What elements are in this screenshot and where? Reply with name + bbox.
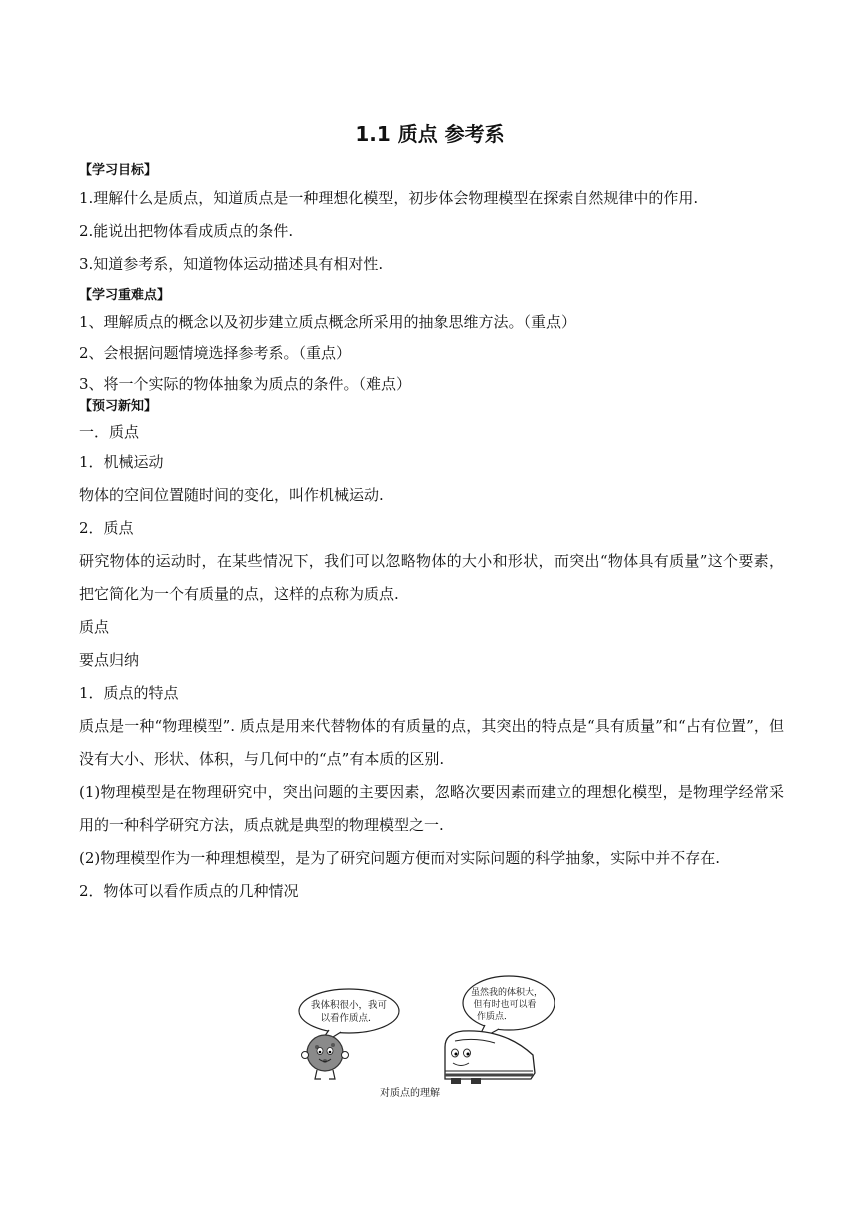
preview-line-11: (2)物理模型作为一种理想模型，是为了研究问题方便而对实际问题的科学抽象，实际中并不存在. — [79, 849, 721, 867]
bubble-left-line-2: 以看作质点． — [320, 1013, 378, 1024]
particle-illustration — [295, 975, 555, 1100]
bubble-left-line-1: 我体积很小，我可 — [310, 1000, 388, 1011]
preview-line-3: 物体的空间位置随时间的变化，叫作机械运动. — [79, 486, 384, 504]
preview-line-12: 2．物体可以看作质点的几种情况 — [79, 882, 299, 900]
learning-goals-heading: 【学习目标】 — [79, 163, 158, 178]
key-item-1: 1、理解质点的概念以及初步建立质点概念所采用的抽象思维方法。（重点） — [79, 313, 577, 331]
preview-line-5: 研究物体的运动时，在某些情况下，我们可以忽略物体的大小和形状，而突出“物体具有质量”这个要素，把它简化为一个有质量的点，这样的点称为质点. — [79, 552, 784, 603]
preview-heading: 【预习新知】 — [79, 399, 158, 414]
preview-line-4: 2．质点 — [79, 519, 134, 537]
key-item-2: 2、会根据问题情境选择参考系。（重点） — [79, 344, 352, 362]
document-body — [79, 160, 784, 908]
ball-character-icon — [302, 1035, 349, 1079]
preview-line-1: 一．质点 — [79, 423, 140, 441]
preview-line-6: 质点 — [79, 618, 110, 636]
page-title: 1.1 质点 参考系 — [355, 122, 505, 146]
bubble-right-line-3: 作质点． — [476, 1012, 514, 1022]
goal-item-2: 2.能说出把物体看成质点的条件. — [79, 222, 294, 240]
preview-line-2: 1．机械运动 — [79, 453, 164, 471]
key-points-heading: 【学习重难点】 — [79, 288, 171, 303]
figure-caption: 对质点的理解 — [380, 1088, 440, 1099]
illustration-svg — [295, 975, 555, 1087]
goal-item-1: 1.理解什么是质点，知道质点是一种理想化模型，初步体会物理模型在探索自然规律中的作用. — [79, 189, 699, 207]
preview-line-9: 质点是一种“物理模型”. 质点是用来代替物体的有质量的点，其突出的特点是“具有质量”和“占有位置”，但没有大小、形状、体积，与几何中的“点”有本质的区别. — [79, 717, 784, 768]
preview-line-7: 要点归纳 — [79, 651, 140, 669]
bubble-right-line-2: 但有时也可以看 — [473, 1000, 537, 1010]
preview-line-10: (1)物理模型是在物理研究中，突出问题的主要因素，忽略次要因素而建立的理想化模型，是物理学经常采用的一种科学研究方法，质点就是典型的物理模型之一. — [79, 783, 784, 834]
train-character-icon — [445, 1031, 535, 1084]
preview-line-8: 1．质点的特点 — [79, 684, 179, 702]
goal-item-3: 3.知道参考系，知道物体运动描述具有相对性. — [79, 255, 384, 273]
key-item-3: 3、将一个实际的物体抽象为质点的条件。（难点） — [79, 375, 412, 393]
bubble-right-line-1: 虽然我的体积大， — [470, 988, 544, 998]
